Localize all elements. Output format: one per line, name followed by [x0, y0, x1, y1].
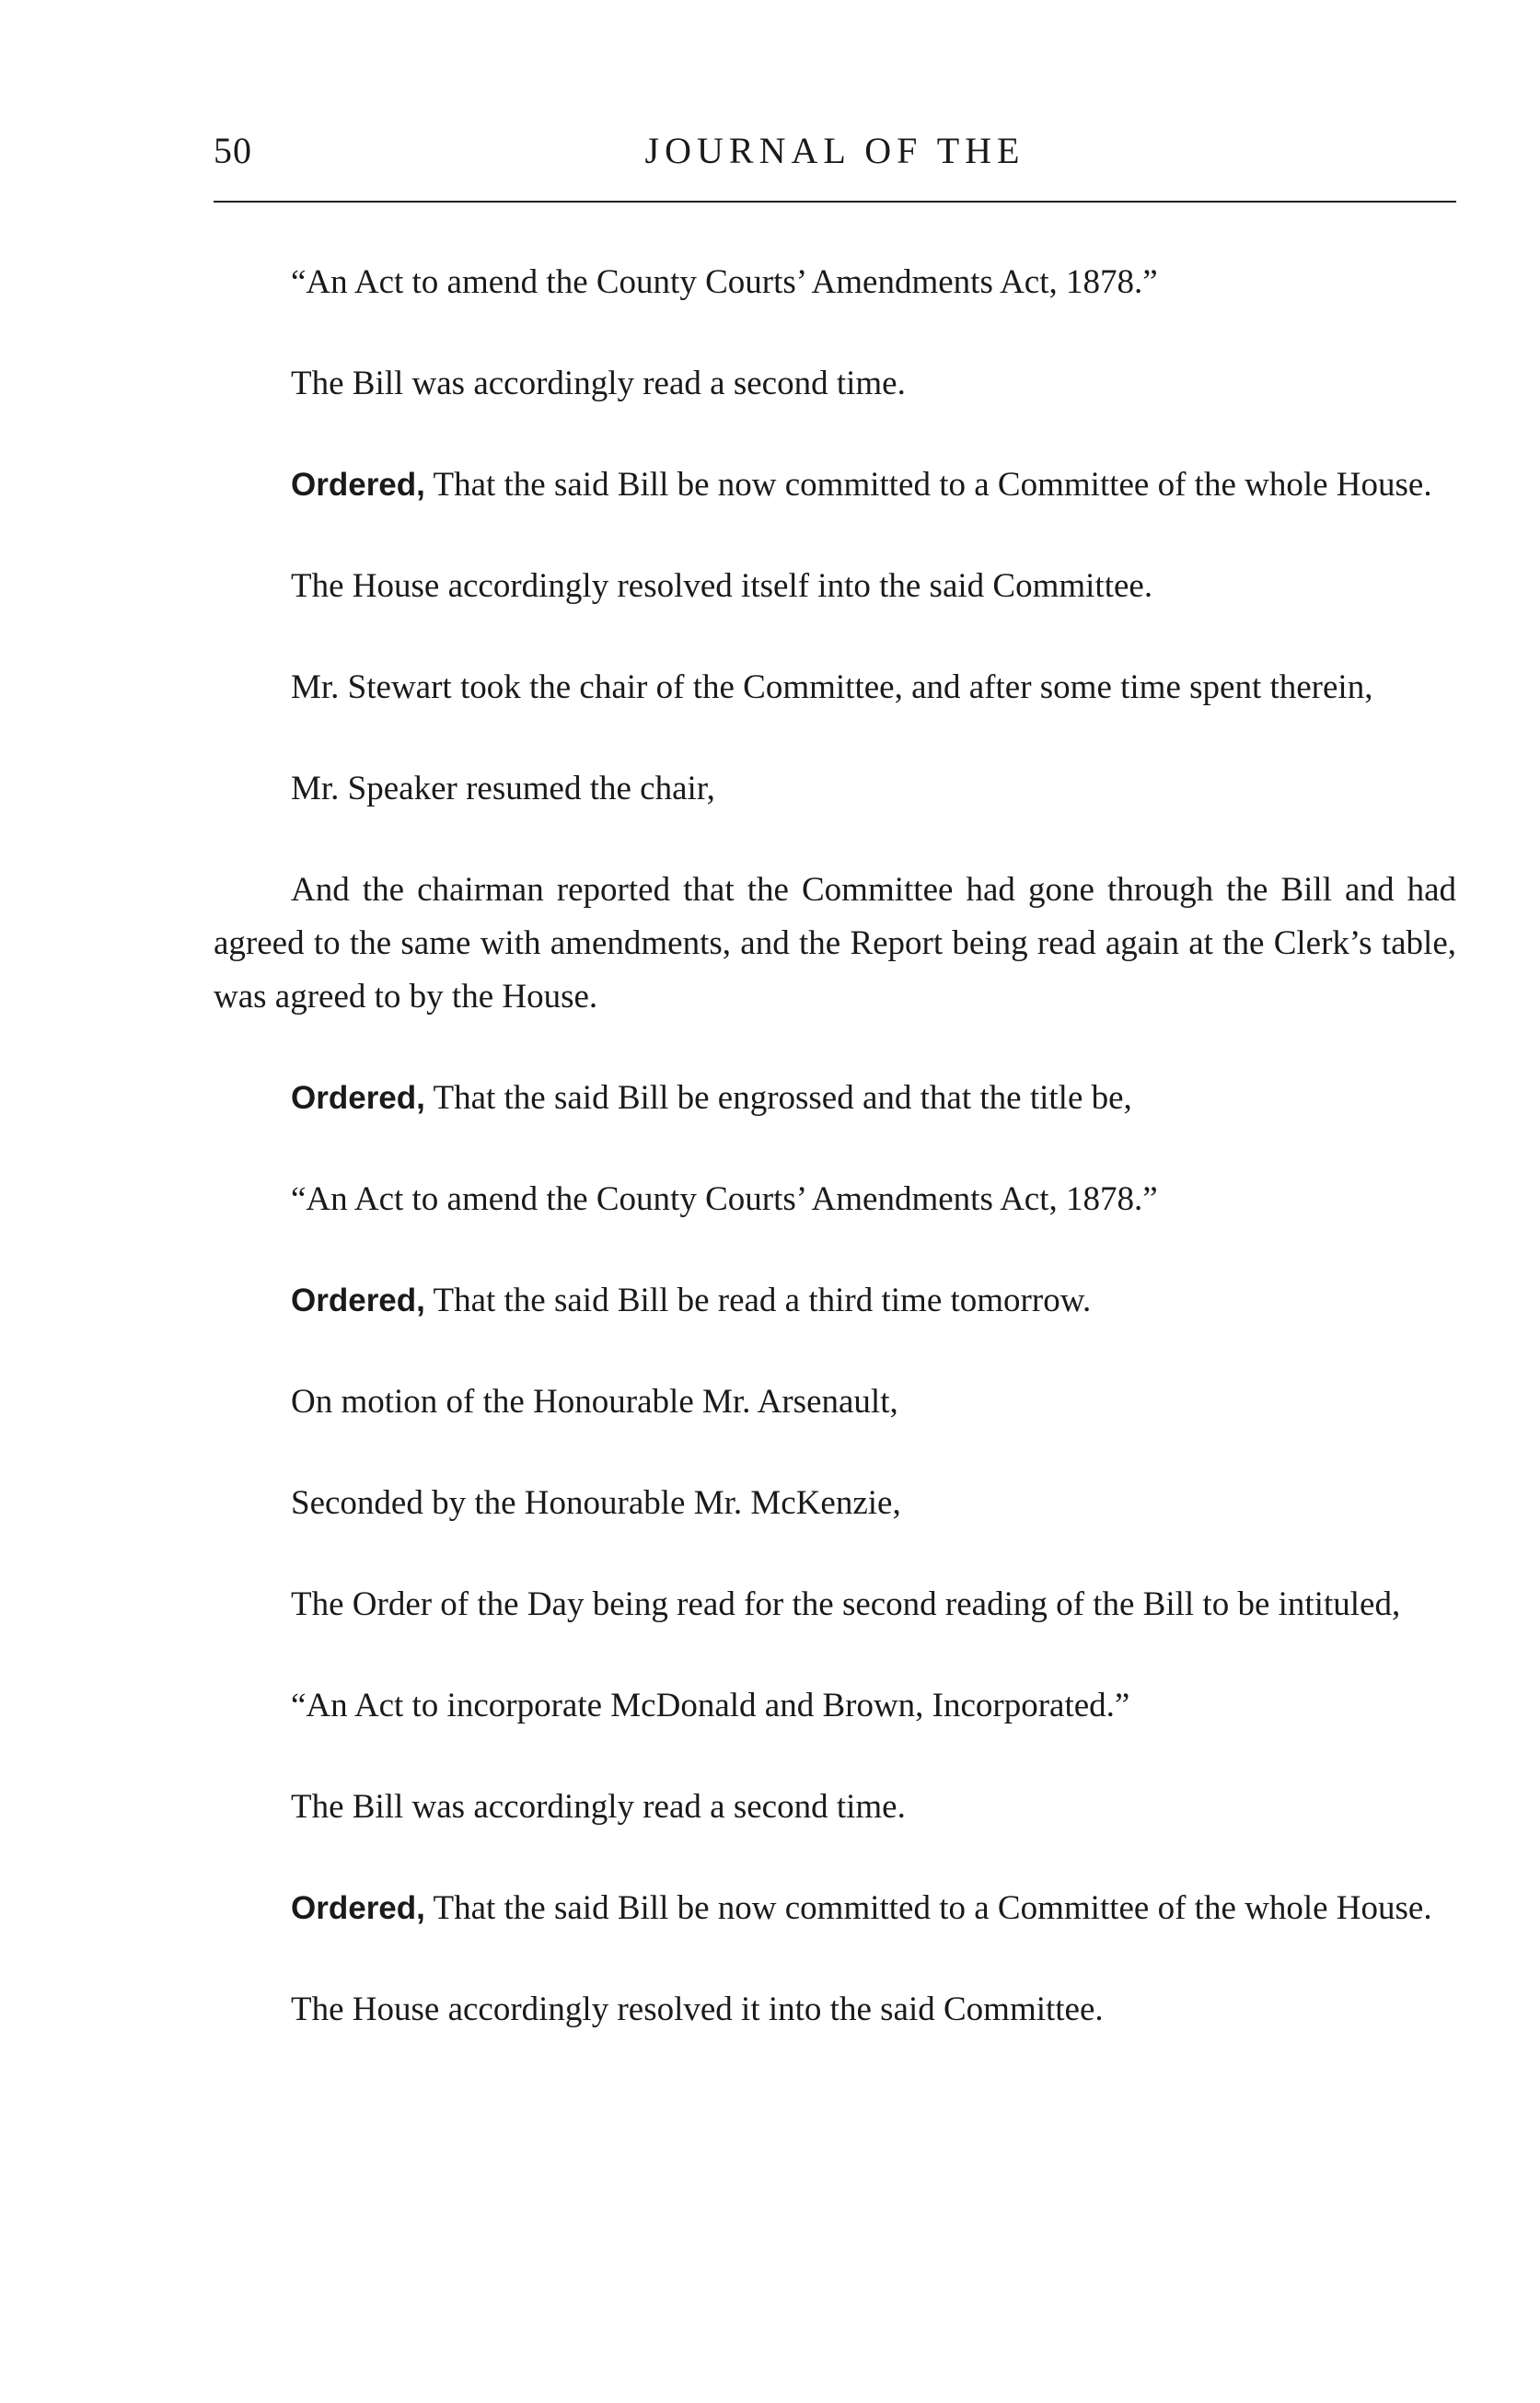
paragraph-text: The Bill was accordingly read a second time.: [291, 1788, 906, 1826]
paragraph-text: Mr. Speaker resumed the chair,: [291, 770, 715, 807]
paragraph-text: The House accordingly resolved it into the said Committee.: [291, 1991, 1104, 2028]
act-title-paragraph: [214, 256, 1456, 309]
journal-paragraph: [214, 1781, 1456, 1834]
journal-paragraph: [214, 762, 1456, 816]
act-title-paragraph: [214, 1679, 1456, 1733]
paragraph-text: That the said Bill be now committed to a Committee of the whole House.: [424, 466, 1432, 504]
paragraph-text: That the said Bill be now committed to a Committee of the whole House.: [424, 1889, 1432, 1927]
act-title-paragraph: [214, 1173, 1456, 1226]
ordered-paragraph: [214, 1274, 1456, 1328]
ordered-label: Ordered,: [291, 1080, 425, 1116]
journal-paragraph: [214, 560, 1456, 613]
header-rule: [214, 201, 1456, 203]
paragraph-text: The Bill was accordingly read a second time.: [291, 365, 906, 402]
journal-paragraph: [214, 1376, 1456, 1429]
paragraph-text: “An Act to amend the County Courts’ Amendments Act, 1878.”: [291, 1180, 1158, 1218]
paragraph-text: “An Act to amend the County Courts’ Amendments Act, 1878.”: [291, 263, 1158, 301]
page-number: 50: [214, 130, 252, 171]
paragraph-text: The Order of the Day being read for the second reading of the Bill to be intituled,: [291, 1585, 1401, 1623]
journal-paragraph: [214, 864, 1456, 1024]
ordered-label: Ordered,: [291, 467, 425, 503]
paragraph-text: Mr. Stewart took the chair of the Committee, and after some time spent therein,: [291, 668, 1373, 706]
page-header: [214, 129, 1456, 184]
running-head: JOURNAL OF THE: [644, 130, 1025, 171]
ordered-paragraph: [214, 1072, 1456, 1125]
journal-paragraph: [214, 357, 1456, 411]
journal-paragraph: [214, 1578, 1456, 1631]
paragraph-text: The House accordingly resolved itself into the said Committee.: [291, 567, 1153, 605]
ordered-label: Ordered,: [291, 1283, 425, 1318]
journal-paragraph: [214, 661, 1456, 714]
ordered-label: Ordered,: [291, 1890, 425, 1926]
journal-paragraph: [214, 1983, 1456, 2037]
journal-body: [214, 256, 1456, 2084]
paragraph-text: Seconded by the Honourable Mr. McKenzie,: [291, 1484, 901, 1522]
paragraph-text: “An Act to incorporate McDonald and Brown, Incorporated.”: [291, 1687, 1130, 1724]
paragraph-text: That the said Bill be engrossed and that the title be,: [424, 1079, 1132, 1117]
journal-paragraph: [214, 1477, 1456, 1530]
ordered-paragraph: [214, 1882, 1456, 1935]
paragraph-text: On motion of the Honourable Mr. Arsenault,: [291, 1383, 898, 1421]
ordered-paragraph: [214, 459, 1456, 512]
paragraph-text: And the chairman reported that the Committee had gone through the Bill and had agreed to the same with amendments, and the Report being read again at the Clerk’s table, was agreed to by the House.: [214, 871, 1456, 1016]
paragraph-text: That the said Bill be read a third time tomorrow.: [424, 1282, 1092, 1319]
